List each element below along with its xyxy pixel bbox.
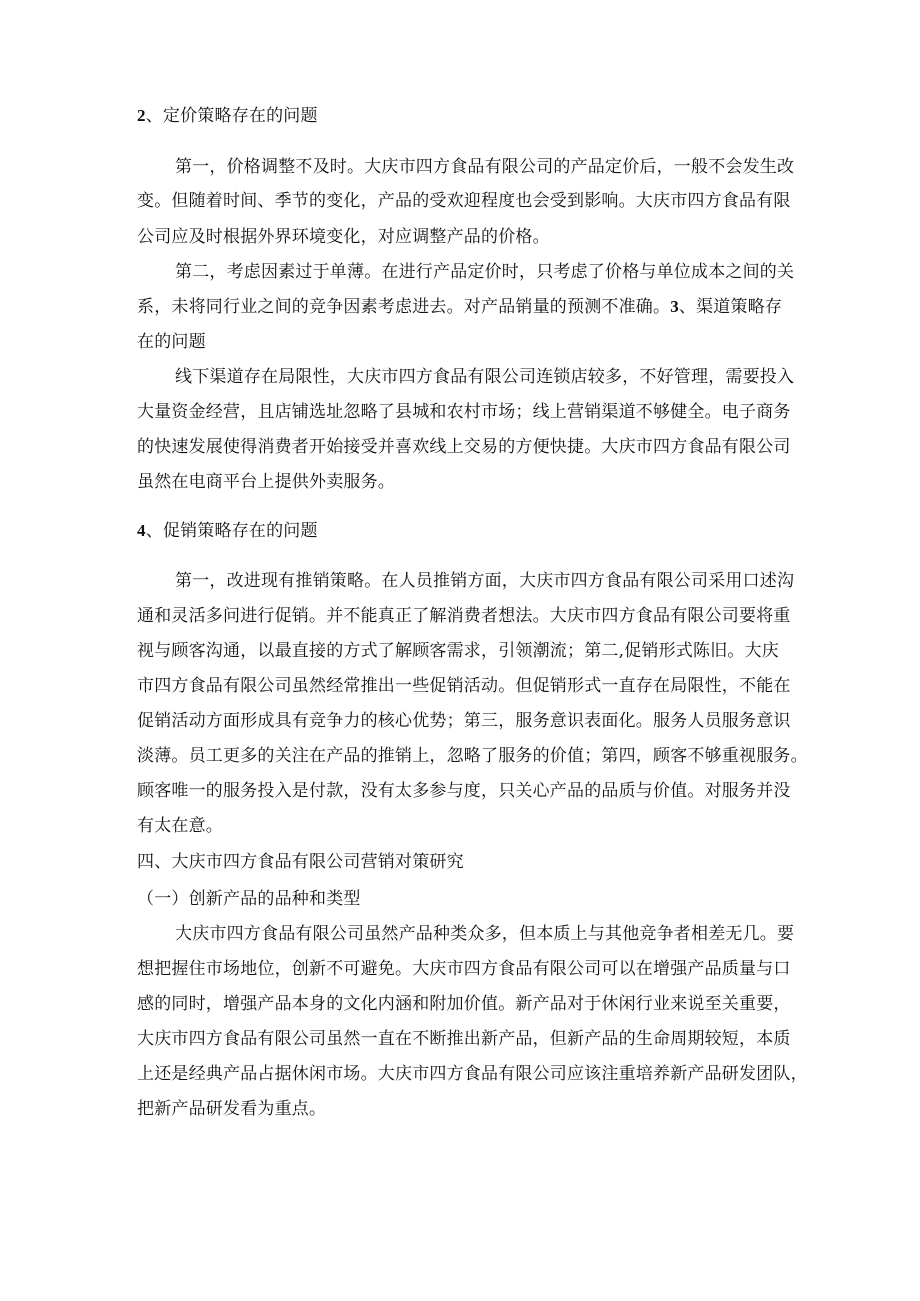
paragraph-line: 大量资金经营，且店铺选址忽略了县城和农村市场；线上营销渠道不够健全。电子商务: [137, 402, 791, 422]
paragraph-line: 市四方食品有限公司虽然经常推出一些促销活动。但促销形式一直存在局限性，不能在: [137, 676, 791, 696]
paragraph-line: 有太在意。: [137, 816, 223, 836]
paragraph-line: 的快速发展使得消费者开始接受并喜欢线上交易的方便快捷。大庆市四方食品有限公司: [137, 437, 791, 457]
paragraph-line: [137, 296, 782, 318]
paragraph-line: 把新产品研发看为重点。: [137, 1099, 327, 1119]
paragraph-line: 第一，价格调整不及时。大庆市四方食品有限公司的产品定价后，一般不会发生改: [175, 157, 795, 177]
paragraph-line: 上还是经典产品占据休闲市场。大庆市四方食品有限公司应该注重培养新产品研发团队，: [137, 1064, 808, 1084]
paragraph-line: 促销活动方面形成具有竞争力的核心优势；第三，服务意识表面化。服务人员服务意识: [137, 711, 791, 731]
heading-number: 4: [137, 521, 146, 540]
heading-number: 2: [137, 106, 146, 125]
paragraph-line: 想把握住市场地位，创新不可避免。大庆市四方食品有限公司可以在增强产品质量与口: [137, 959, 791, 979]
paragraph-line: 顾客唯一的服务投入是付款，没有太多参与度，只关心产品的品质与价值。对服务并没: [137, 781, 791, 801]
paragraph-line: 淡薄。员工更多的关注在产品的推销上，忽略了服务的价值；第四，顾客不够重视服务。: [137, 746, 808, 766]
section-heading: 四、大庆市四方食品有限公司营销对策研究: [137, 852, 464, 872]
subsection-heading: （一）创新产品的品种和类型: [137, 889, 361, 909]
heading-pricing-problems: [137, 105, 318, 127]
paragraph-text: 系，未将同行业之间的竞争因素考虑进去。对产品销量的预测不准确。: [137, 297, 671, 317]
paragraph-line: 第一，改进现有推销策略。在人员推销方面，大庆市四方食品有限公司采用口述沟: [175, 571, 795, 591]
paragraph-line: 大庆市四方食品有限公司虽然产品种类众多，但本质上与其他竞争者相差无几。要: [175, 924, 795, 944]
paragraph-line: 通和灵活多问进行促销。并不能真正了解消费者想法。大庆市四方食品有限公司要将重: [137, 606, 791, 626]
heading-promotion-problems: [137, 520, 318, 542]
paragraph-line: 变。但随着时间、季节的变化，产品的受欢迎程度也会受到影响。大庆市四方食品有限: [137, 191, 791, 211]
heading-text: 、促销策略存在的问题: [145, 521, 318, 541]
paragraph-line: 第二，考虑因素过于单薄。在进行产品定价时，只考虑了价格与单位成本之间的关: [175, 262, 795, 282]
paragraph-line: 视与顾客沟通，以最直接的方式了解顾客需求，引领潮流；第二,促销形式陈旧。大庆: [137, 641, 780, 661]
paragraph-line: 线下渠道存在局限性，大庆市四方食品有限公司连锁店较多，不好管理，需要投入: [175, 367, 795, 387]
paragraph-line: 大庆市四方食品有限公司虽然一直在不断推出新产品，但新产品的生命周期较短，本质: [137, 1029, 791, 1049]
heading-text: 、定价策略存在的问题: [145, 106, 318, 126]
paragraph-line: 虽然在电商平台上提供外卖服务。: [137, 472, 395, 492]
paragraph-line: 公司应及时根据外界环境变化，对应调整产品的价格。: [137, 227, 550, 247]
paragraph-line: 在的问题: [137, 332, 206, 352]
paragraph-line: 感的同时，增强产品本身的文化内涵和附加价值。新产品对于休闲行业来说至关重要，: [137, 994, 791, 1014]
heading-number: 3: [670, 297, 679, 316]
heading-text: 、渠道策略存: [678, 297, 783, 317]
